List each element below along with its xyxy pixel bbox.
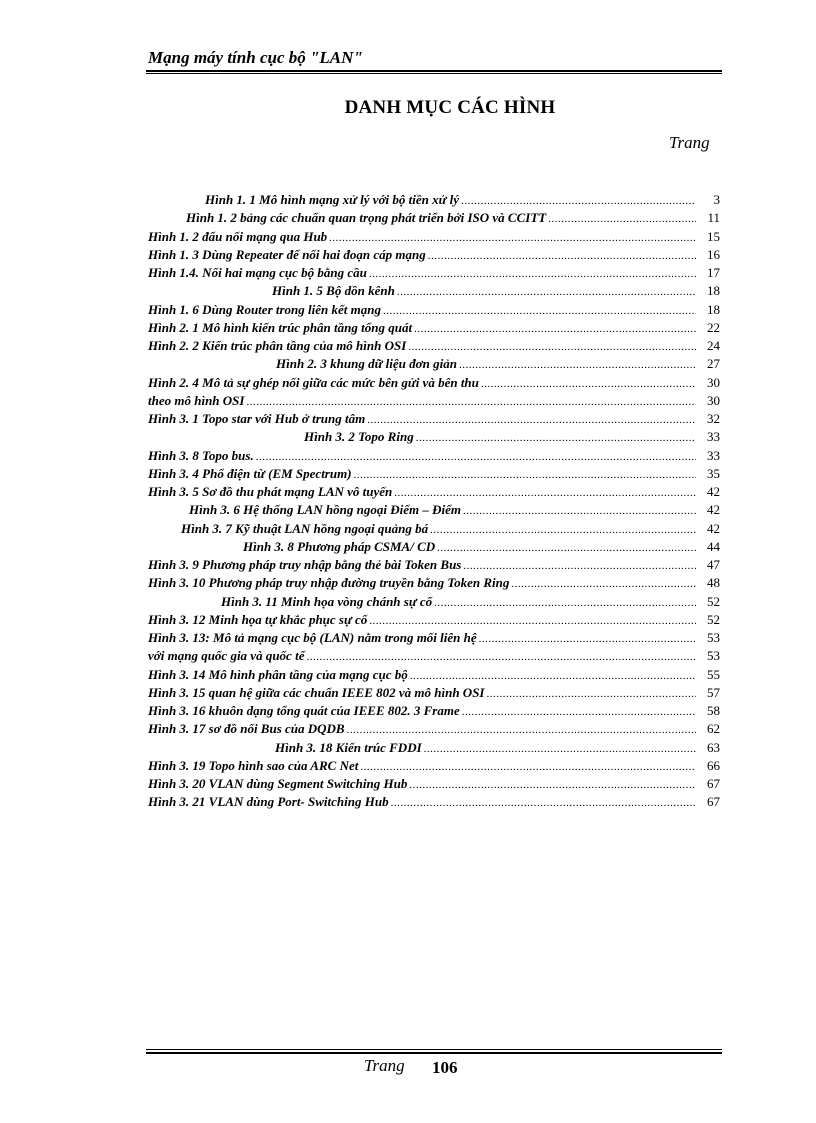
figure-entry-title: Hình 1. 2 bảng các chuẩn quan trọng phát triển bởi ISO và CCITT — [186, 210, 547, 226]
figure-list-entry[interactable] — [148, 410, 720, 428]
figure-list-entry[interactable] — [148, 520, 720, 538]
figure-entry-page: 3 — [713, 192, 720, 207]
figure-list-entry[interactable] — [148, 666, 720, 684]
figure-entry-page: 17 — [707, 265, 720, 280]
figure-entry-title: Hình 1. 1 Mô hình mạng xử lý với bộ tiền xử lý — [205, 192, 460, 207]
figure-entry-page: 63 — [707, 739, 720, 755]
dot-leader — [306, 648, 696, 666]
figure-entry-page: 35 — [707, 465, 720, 481]
dot-leader — [463, 557, 696, 575]
figure-list-entry[interactable] — [148, 374, 720, 392]
figure-entry-title: Hình 3. 14 Mô hình phân tầng của mạng cục bộ — [148, 666, 408, 682]
figure-entry-page: 57 — [707, 684, 720, 700]
dot-leader — [548, 210, 696, 228]
figure-list-entry[interactable] — [148, 739, 720, 757]
figure-list-entry[interactable] — [148, 793, 720, 811]
figure-entry-page: 27 — [707, 356, 720, 372]
dot-leader — [416, 429, 696, 447]
dot-leader — [459, 356, 696, 374]
figure-entry-page: 52 — [707, 593, 720, 609]
figure-entry-page: 53 — [707, 648, 720, 664]
figure-list-entry[interactable] — [148, 392, 720, 410]
dot-leader — [414, 320, 696, 338]
figure-list-entry[interactable] — [148, 757, 720, 775]
figure-entry-title: Hình 2. 3 khung dữ liệu đơn giản — [276, 356, 457, 372]
header-rule-secondary — [146, 73, 722, 74]
figure-list-entry[interactable] — [148, 647, 720, 665]
figure-list-entry[interactable] — [148, 574, 720, 592]
figure-entry-page: 18 — [707, 283, 720, 299]
figure-entry-page: 42 — [707, 520, 720, 536]
figure-entry-title: Hình 3. 8 Topo bus. — [148, 447, 254, 463]
figure-entry-title: Hình 3. 9 Phương pháp truy nhập bằng thẻ bài Token Bus — [148, 557, 462, 572]
figure-entry-title: Hình 2. 1 Mô hình kiến trúc phân tầng tổng quát — [148, 319, 413, 335]
figure-entry-title: Hình 3. 4 Phổ điện từ (EM Spectrum) — [148, 465, 352, 481]
figure-entry-page: 55 — [707, 666, 720, 682]
figure-list-entry[interactable] — [148, 355, 720, 373]
figure-list-entry[interactable] — [148, 447, 720, 465]
figure-list-entry[interactable] — [148, 684, 720, 702]
dot-leader — [329, 229, 696, 247]
dot-leader — [437, 539, 696, 557]
figure-entry-page: 44 — [707, 538, 720, 554]
figure-entry-page: 30 — [707, 374, 720, 390]
dot-leader — [461, 192, 696, 210]
figure-list-entry[interactable] — [148, 428, 720, 446]
figure-entry-title: Hình 1. 5 Bộ dồn kênh — [272, 283, 395, 299]
figure-entry-page: 67 — [707, 794, 720, 810]
footer-rule — [146, 1052, 722, 1054]
figure-entry-page: 16 — [707, 246, 720, 262]
figure-entry-title: Hình 3. 12 Minh họa tự khắc phục sự cố — [148, 611, 368, 627]
figure-entry-title: Hình 3. 5 Sơ đồ thu phát mạng LAN vô tuyến — [148, 484, 393, 499]
figure-entry-title: Hình 3. 8 Phương pháp CSMA/ CD — [243, 538, 436, 554]
dot-leader — [462, 703, 696, 721]
figure-entry-page: 32 — [707, 411, 720, 426]
figure-entry-title: Hình 3. 1 Topo star với Hub ở trung tâm — [148, 411, 366, 426]
figure-entry-title: Hình 3. 21 VLAN dùng Port- Switching Hub — [148, 794, 389, 810]
page-heading: DANH MỤC CÁC HÌNH — [344, 97, 556, 118]
dot-leader — [408, 338, 696, 356]
figure-entry-page: 30 — [707, 392, 720, 408]
figure-entry-title: Hình 3. 7 Kỹ thuật LAN hồng ngoại quảng bá — [181, 520, 429, 536]
figure-entry-title: Hình 3. 11 Minh họa vòng chánh sự cố — [221, 593, 433, 609]
dot-leader — [486, 685, 696, 703]
dot-leader — [424, 740, 696, 758]
figure-list-entry[interactable] — [148, 264, 720, 282]
figure-entry-title: theo mô hình OSI — [148, 392, 245, 408]
dot-leader — [246, 393, 696, 411]
dot-leader — [410, 667, 696, 685]
figure-list-entry[interactable] — [148, 629, 720, 647]
dot-leader — [428, 247, 696, 265]
figure-entry-title: Hình 3. 6 Hệ thống LAN hồng ngoại Điểm – Điểm — [189, 502, 461, 518]
figure-list-entry[interactable] — [148, 337, 720, 355]
figure-entry-title: Hình 1. 6 Dùng Router trong liên kết mạng — [148, 301, 381, 317]
figure-entry-page: 47 — [707, 557, 720, 572]
dot-leader — [397, 283, 696, 301]
figure-entry-title: Hình 3. 17 sơ đồ nối Bus của DQDB — [148, 721, 345, 737]
figure-list — [148, 191, 720, 812]
figure-entry-page: 18 — [707, 301, 720, 317]
figure-list-entry[interactable] — [148, 209, 720, 227]
footer-page-number: 106 — [432, 1058, 458, 1077]
figure-list-entry[interactable] — [148, 556, 720, 574]
figure-entry-title: Hình 2. 2 Kiến trúc phân tầng của mô hình OSI — [148, 338, 407, 353]
figure-entry-title: Hình 2. 4 Mô tả sự ghép nối giữa các mức bên gửi và bên thu — [148, 374, 479, 390]
dot-leader — [347, 721, 696, 739]
figure-entry-title: Hình 3. 10 Phương pháp truy nhập đường truyền bằng Token Ring — [148, 575, 510, 591]
dot-leader — [434, 594, 696, 612]
dot-leader — [360, 758, 696, 776]
dot-leader — [409, 776, 696, 794]
figure-list-entry[interactable] — [148, 702, 720, 720]
figure-list-entry[interactable] — [148, 319, 720, 337]
figure-entry-page: 52 — [707, 611, 720, 627]
figure-list-entry[interactable] — [148, 282, 720, 300]
header-rule — [146, 70, 722, 72]
figure-entry-page: 24 — [707, 338, 720, 353]
figure-list-entry[interactable] — [148, 593, 720, 611]
figure-list-entry[interactable] — [148, 501, 720, 519]
dot-leader — [391, 794, 696, 812]
figure-entry-page: 48 — [707, 575, 720, 591]
figure-list-entry[interactable] — [148, 191, 720, 209]
figure-list-entry[interactable] — [148, 228, 720, 246]
figure-list-entry[interactable] — [148, 611, 720, 629]
figure-entry-page: 42 — [707, 502, 720, 518]
dot-leader — [369, 265, 696, 283]
figure-list-entry[interactable] — [148, 301, 720, 319]
dot-leader — [511, 575, 696, 593]
figure-list-entry[interactable] — [148, 483, 720, 501]
footer-rule-secondary — [146, 1049, 722, 1050]
dot-leader — [369, 612, 696, 630]
dot-leader — [430, 521, 696, 539]
figure-list-entry[interactable] — [148, 465, 720, 483]
figure-entry-page: 62 — [707, 721, 720, 737]
dot-leader — [479, 630, 696, 648]
figure-entry-page: 42 — [707, 484, 720, 499]
figure-entry-page: 66 — [707, 757, 720, 773]
figure-entry-page: 15 — [707, 228, 720, 244]
figure-entry-title: Hình 3. 18 Kiến trúc FDDI — [275, 739, 422, 755]
figure-entry-page: 58 — [707, 703, 720, 718]
dot-leader — [463, 502, 696, 520]
figure-entry-page: 33 — [707, 429, 720, 445]
figure-entry-title: Hình 3. 16 khuôn dạng tổng quát của IEEE 802. 3 Frame — [148, 703, 460, 718]
figure-entry-title: Hình 3. 13: Mô tả mạng cục bộ (LAN) nằm trong mối liên hệ — [148, 630, 477, 645]
header-title: Mạng máy tính cục bộ "LAN" — [148, 48, 363, 67]
dot-leader — [354, 466, 696, 484]
figure-entry-page: 33 — [707, 447, 720, 463]
figure-entry-title: Hình 3. 20 VLAN dùng Segment Switching Hub — [148, 776, 408, 791]
figure-entry-title: Hình 1. 3 Dùng Repeater để nối hai đoạn cáp mạng — [148, 246, 426, 262]
figure-entry-title: Hình 3. 19 Topo hình sao của ARC Net — [148, 757, 359, 773]
dot-leader — [367, 411, 696, 429]
figure-entry-page: 22 — [707, 319, 720, 335]
figure-entry-title: Hình 3. 15 quan hệ giữa các chuẩn IEEE 802 và mô hình OSI — [148, 684, 485, 700]
figure-list-entry[interactable] — [148, 720, 720, 738]
figure-list-entry[interactable] — [148, 538, 720, 556]
page-column-label: Trang — [669, 133, 710, 152]
dot-leader — [383, 302, 696, 320]
figure-entry-title: với mạng quốc gia và quốc tế — [148, 648, 305, 664]
dot-leader — [481, 375, 696, 393]
dot-leader — [394, 484, 696, 502]
figure-entry-page: 11 — [707, 210, 720, 226]
dot-leader — [256, 448, 696, 466]
figure-entry-title: Hình 1.4. Nối hai mạng cục bộ bằng cầu — [148, 265, 367, 280]
figure-entry-page: 67 — [707, 776, 720, 791]
figure-entry-title: Hình 3. 2 Topo Ring — [304, 429, 414, 445]
figure-list-entry[interactable] — [148, 246, 720, 264]
figure-list-entry[interactable] — [148, 775, 720, 793]
figure-entry-title: Hình 1. 2 đấu nối mạng qua Hub — [148, 228, 328, 244]
footer-label: Trang — [364, 1056, 405, 1075]
figure-entry-page: 53 — [707, 630, 720, 645]
